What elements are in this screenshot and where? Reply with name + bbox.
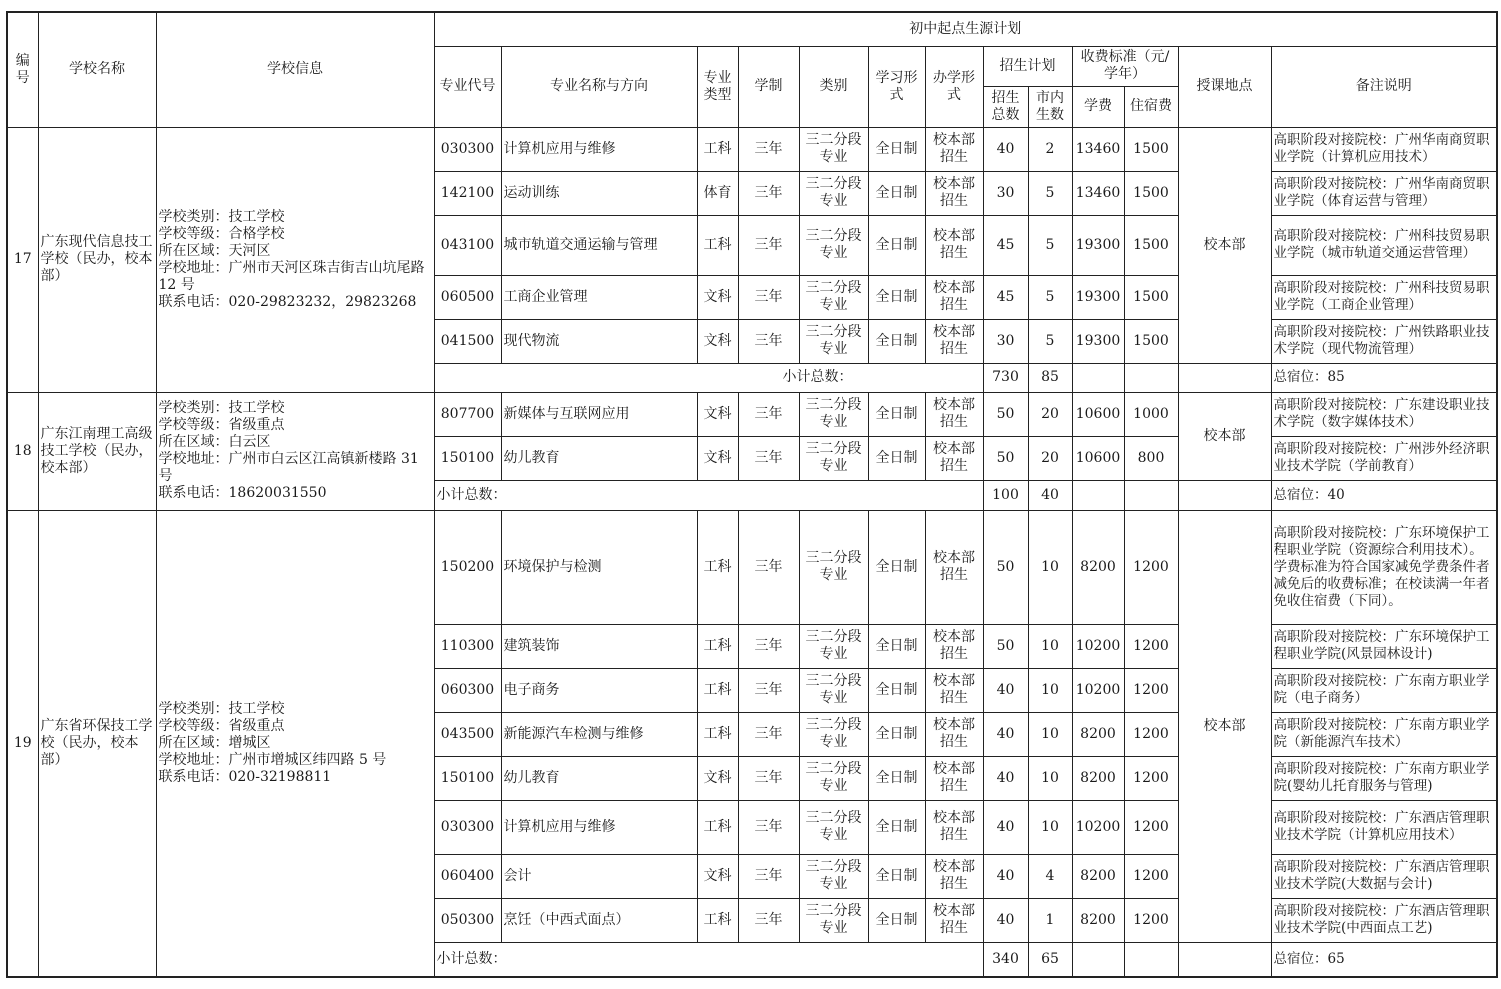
tuition-cell: 19300 (1072, 215, 1124, 275)
table-row (7, 127, 1497, 171)
header-study-form: 学习形式 (868, 46, 925, 127)
enroll-city-cell: 5 (1028, 319, 1072, 363)
remarks-cell: 高职阶段对接院校：广东酒店管理职业技术学院（计算机应用技术） (1271, 800, 1497, 854)
header-plan-title: 初中起点生源计划 (434, 12, 1497, 46)
tuition-cell: 19300 (1072, 275, 1124, 319)
remarks-cell: 高职阶段对接院校：广州科技贸易职业学院（工商企业管理） (1271, 275, 1497, 319)
subtotal-dorm-cell (1124, 363, 1178, 392)
dorm-fee-cell: 1500 (1124, 215, 1178, 275)
school-info-cell (156, 392, 434, 510)
subtotal-note-cell: 总宿位：65 (1271, 942, 1497, 977)
major-code-cell: 150100 (434, 756, 501, 800)
duration-cell: 三年 (738, 712, 799, 756)
dorm-fee-cell: 1500 (1124, 171, 1178, 215)
enroll-city-cell: 4 (1028, 854, 1072, 898)
duration-cell: 三年 (738, 275, 799, 319)
duration-cell: 三年 (738, 854, 799, 898)
category-cell: 三二分段专业 (799, 898, 868, 942)
header-no: 编号 (7, 12, 38, 127)
enroll-total-cell: 40 (983, 127, 1028, 171)
remarks-cell: 高职阶段对接院校：广东酒店管理职业技术学院(大数据与会计) (1271, 854, 1497, 898)
major-name-cell: 幼儿教育 (501, 756, 697, 800)
table-row (7, 510, 1497, 624)
subtotal-total-cell: 730 (983, 363, 1028, 392)
dorm-fee-cell: 1200 (1124, 800, 1178, 854)
major-code-cell: 150100 (434, 436, 501, 480)
school-info-cell (156, 127, 434, 392)
category-cell: 三二分段专业 (799, 624, 868, 668)
major-code-cell: 041500 (434, 319, 501, 363)
major-name-cell: 运动训练 (501, 171, 697, 215)
duration-cell: 三年 (738, 800, 799, 854)
enroll-total-cell: 45 (983, 275, 1028, 319)
enroll-city-cell: 10 (1028, 756, 1072, 800)
study-form-cell: 全日制 (868, 712, 925, 756)
school-info-line: 联系电话：18620031550 (158, 485, 327, 501)
remarks-cell: 高职阶段对接院校：广州华南商贸职业学院（计算机应用技术） (1271, 127, 1497, 171)
enroll-total-cell: 30 (983, 171, 1028, 215)
remarks-cell: 高职阶段对接院校：广州涉外经济职业技术学院（学前教育） (1271, 436, 1497, 480)
duration-cell: 三年 (738, 668, 799, 712)
major-code-cell: 043500 (434, 712, 501, 756)
category-cell: 三二分段专业 (799, 319, 868, 363)
enroll-total-cell: 50 (983, 510, 1028, 624)
run-form-cell: 校本部招生 (925, 171, 983, 215)
enroll-city-cell: 5 (1028, 171, 1072, 215)
enroll-total-cell: 50 (983, 392, 1028, 436)
school-info-line: 学校类别：技工学校 (158, 700, 285, 717)
tuition-cell: 13460 (1072, 127, 1124, 171)
major-name-cell: 工商企业管理 (501, 275, 697, 319)
subtotal-location-cell (1178, 480, 1271, 510)
major-code-cell: 110300 (434, 624, 501, 668)
table-row (7, 392, 1497, 436)
dorm-fee-cell: 1200 (1124, 668, 1178, 712)
run-form-cell: 校本部招生 (925, 510, 983, 624)
major-type-cell: 文科 (697, 854, 738, 898)
tuition-cell: 10200 (1072, 668, 1124, 712)
header-tuition: 学费 (1072, 86, 1124, 127)
remarks-cell: 高职阶段对接院校：广东建设职业技术学院（数字媒体技术） (1271, 392, 1497, 436)
duration-cell: 三年 (738, 510, 799, 624)
subtotal-location-cell (1178, 942, 1271, 977)
dorm-fee-cell: 1500 (1124, 319, 1178, 363)
header-location: 授课地点 (1178, 46, 1271, 127)
study-form-cell: 全日制 (868, 800, 925, 854)
study-form-cell: 全日制 (868, 854, 925, 898)
enroll-city-cell: 10 (1028, 712, 1072, 756)
study-form-cell: 全日制 (868, 171, 925, 215)
duration-cell: 三年 (738, 319, 799, 363)
subtotal-tuition-cell (1072, 942, 1124, 977)
subtotal-label: 小计总数： (434, 363, 983, 392)
tuition-cell: 19300 (1072, 319, 1124, 363)
header-remarks: 备注说明 (1271, 46, 1497, 127)
major-name-cell: 环境保护与检测 (501, 510, 697, 624)
category-cell: 三二分段专业 (799, 127, 868, 171)
subtotal-tuition-cell (1072, 480, 1124, 510)
header-fee-standard: 收费标准（元/学年） (1072, 46, 1178, 86)
tuition-cell: 10200 (1072, 800, 1124, 854)
school-name-cell: 广东现代信息技工学校（民办，校本部） (38, 127, 156, 392)
major-code-cell: 050300 (434, 898, 501, 942)
category-cell: 三二分段专业 (799, 392, 868, 436)
major-type-cell: 工科 (697, 127, 738, 171)
location-cell: 校本部 (1178, 392, 1271, 480)
major-code-cell: 030300 (434, 800, 501, 854)
enroll-total-cell: 50 (983, 624, 1028, 668)
major-code-cell: 030300 (434, 127, 501, 171)
school-info-line: 联系电话：020-29823232，29823268 (158, 293, 417, 310)
tuition-cell: 10600 (1072, 436, 1124, 480)
tuition-cell: 8200 (1072, 756, 1124, 800)
duration-cell: 三年 (738, 756, 799, 800)
enroll-total-cell: 45 (983, 215, 1028, 275)
school-info-line: 学校类别：技工学校 (158, 400, 285, 416)
study-form-cell: 全日制 (868, 668, 925, 712)
major-type-cell: 工科 (697, 215, 738, 275)
header-major-type: 专业类型 (697, 46, 738, 127)
remarks-cell: 高职阶段对接院校：广东环境保护工程职业学院（资源综合利用技术）。学费标准为符合国家减免学费条件者减免后的收费标准；在校读满一年者免收住宿费（下同）。 (1271, 510, 1497, 624)
run-form-cell: 校本部招生 (925, 756, 983, 800)
category-cell: 三二分段专业 (799, 510, 868, 624)
header-enroll-plan: 招生计划 (983, 46, 1072, 86)
major-code-cell: 060400 (434, 854, 501, 898)
major-type-cell: 文科 (697, 275, 738, 319)
remarks-cell: 高职阶段对接院校：广东酒店管理职业技术学院(中西面点工艺) (1271, 898, 1497, 942)
enroll-city-cell: 20 (1028, 436, 1072, 480)
study-form-cell: 全日制 (868, 898, 925, 942)
school-info-line: 学校等级：省级重点 (158, 417, 285, 433)
school-no-cell: 19 (7, 510, 38, 977)
tuition-cell: 13460 (1072, 171, 1124, 215)
category-cell: 三二分段专业 (799, 800, 868, 854)
subtotal-tuition-cell (1072, 363, 1124, 392)
subtotal-location-cell (1178, 363, 1271, 392)
major-code-cell: 060300 (434, 668, 501, 712)
school-info-line: 学校等级：合格学校 (158, 225, 285, 242)
enroll-total-cell: 40 (983, 668, 1028, 712)
run-form-cell: 校本部招生 (925, 898, 983, 942)
subtotal-dorm-cell (1124, 480, 1178, 510)
header-category: 类别 (799, 46, 868, 127)
school-info-line: 所在区域：天河区 (158, 242, 271, 259)
major-type-cell: 工科 (697, 510, 738, 624)
major-name-cell: 电子商务 (501, 668, 697, 712)
run-form-cell: 校本部招生 (925, 392, 983, 436)
subtotal-total-cell: 340 (983, 942, 1028, 977)
school-info-line: 学校类别：技工学校 (158, 208, 285, 225)
subtotal-total-cell: 100 (983, 480, 1028, 510)
major-name-cell: 计算机应用与维修 (501, 127, 697, 171)
enroll-total-cell: 50 (983, 436, 1028, 480)
major-name-cell: 城市轨道交通运输与管理 (501, 215, 697, 275)
header-enroll-city: 市内生数 (1028, 86, 1072, 127)
major-name-cell: 烹饪（中西式面点） (501, 898, 697, 942)
study-form-cell: 全日制 (868, 275, 925, 319)
enroll-total-cell: 40 (983, 898, 1028, 942)
major-name-cell: 现代物流 (501, 319, 697, 363)
category-cell: 三二分段专业 (799, 171, 868, 215)
school-info-line: 学校地址：广州市白云区江高镇新楼路 31 号 (158, 451, 419, 484)
enroll-city-cell: 10 (1028, 624, 1072, 668)
tuition-cell: 10200 (1072, 624, 1124, 668)
dorm-fee-cell: 1200 (1124, 854, 1178, 898)
duration-cell: 三年 (738, 898, 799, 942)
run-form-cell: 校本部招生 (925, 624, 983, 668)
dorm-fee-cell: 1200 (1124, 510, 1178, 624)
school-info-line: 学校地址：广州市天河区珠吉街吉山坑尾路 12 号 (158, 259, 425, 293)
major-name-cell: 建筑装饰 (501, 624, 697, 668)
major-type-cell: 工科 (697, 668, 738, 712)
school-info-line: 联系电话：020-32198811 (158, 768, 332, 785)
major-type-cell: 工科 (697, 624, 738, 668)
subtotal-city-cell: 85 (1028, 363, 1072, 392)
run-form-cell: 校本部招生 (925, 712, 983, 756)
major-name-cell: 计算机应用与维修 (501, 800, 697, 854)
remarks-cell: 高职阶段对接院校：广东南方职业学院（新能源汽车技术） (1271, 712, 1497, 756)
header-run-form: 办学形式 (925, 46, 983, 127)
run-form-cell: 校本部招生 (925, 319, 983, 363)
tuition-cell: 8200 (1072, 510, 1124, 624)
enroll-city-cell: 10 (1028, 800, 1072, 854)
study-form-cell: 全日制 (868, 392, 925, 436)
school-no-cell: 17 (7, 127, 38, 392)
school-no-cell: 18 (7, 392, 38, 510)
major-type-cell: 文科 (697, 319, 738, 363)
enroll-city-cell: 5 (1028, 215, 1072, 275)
major-name-cell: 新能源汽车检测与维修 (501, 712, 697, 756)
major-type-cell: 工科 (697, 712, 738, 756)
study-form-cell: 全日制 (868, 624, 925, 668)
study-form-cell: 全日制 (868, 436, 925, 480)
study-form-cell: 全日制 (868, 215, 925, 275)
category-cell: 三二分段专业 (799, 712, 868, 756)
study-form-cell: 全日制 (868, 319, 925, 363)
school-info-line: 学校等级：省级重点 (158, 717, 285, 734)
remarks-cell: 高职阶段对接院校：广东环境保护工程职业学院(风景园林设计) (1271, 624, 1497, 668)
study-form-cell: 全日制 (868, 510, 925, 624)
duration-cell: 三年 (738, 215, 799, 275)
subtotal-dorm-cell (1124, 942, 1178, 977)
remarks-cell: 高职阶段对接院校：广州铁路职业技术学院（现代物流管理） (1271, 319, 1497, 363)
dorm-fee-cell: 1500 (1124, 275, 1178, 319)
major-code-cell: 150200 (434, 510, 501, 624)
tuition-cell: 8200 (1072, 712, 1124, 756)
run-form-cell: 校本部招生 (925, 854, 983, 898)
school-info-line: 所在区域：白云区 (158, 434, 271, 450)
remarks-cell: 高职阶段对接院校：广东南方职业学院（电子商务） (1271, 668, 1497, 712)
major-type-cell: 工科 (697, 898, 738, 942)
major-code-cell: 060500 (434, 275, 501, 319)
enroll-total-cell: 40 (983, 800, 1028, 854)
header-school-info: 学校信息 (156, 12, 434, 127)
tuition-cell: 8200 (1072, 898, 1124, 942)
run-form-cell: 校本部招生 (925, 275, 983, 319)
school-name-cell: 广东省环保技工学校（民办，校本部） (38, 510, 156, 977)
header-major-code: 专业代号 (434, 46, 501, 127)
enroll-total-cell: 30 (983, 319, 1028, 363)
dorm-fee-cell: 1500 (1124, 127, 1178, 171)
subtotal-note-cell: 总宿位：85 (1271, 363, 1497, 392)
category-cell: 三二分段专业 (799, 668, 868, 712)
remarks-cell: 高职阶段对接院校：广东南方职业学院(婴幼儿托育服务与管理) (1271, 756, 1497, 800)
location-cell: 校本部 (1178, 510, 1271, 942)
major-type-cell: 体育 (697, 171, 738, 215)
enrollment-plan-table (6, 11, 1498, 978)
subtotal-note-cell: 总宿位：40 (1271, 480, 1497, 510)
dorm-fee-cell: 1200 (1124, 756, 1178, 800)
enroll-city-cell: 2 (1028, 127, 1072, 171)
enroll-city-cell: 5 (1028, 275, 1072, 319)
major-type-cell: 文科 (697, 436, 738, 480)
enroll-city-cell: 10 (1028, 510, 1072, 624)
duration-cell: 三年 (738, 624, 799, 668)
header-enroll-total: 招生总数 (983, 86, 1028, 127)
run-form-cell: 校本部招生 (925, 668, 983, 712)
duration-cell: 三年 (738, 436, 799, 480)
category-cell: 三二分段专业 (799, 215, 868, 275)
header-major-name: 专业名称与方向 (501, 46, 697, 127)
remarks-cell: 高职阶段对接院校：广州华南商贸职业学院（体育运营与管理） (1271, 171, 1497, 215)
school-info-line: 所在区域：增城区 (158, 734, 271, 751)
category-cell: 三二分段专业 (799, 275, 868, 319)
major-type-cell: 文科 (697, 392, 738, 436)
major-name-cell: 会计 (501, 854, 697, 898)
dorm-fee-cell: 1000 (1124, 392, 1178, 436)
study-form-cell: 全日制 (868, 756, 925, 800)
subtotal-label: 小计总数： (434, 480, 983, 510)
tuition-cell: 8200 (1072, 854, 1124, 898)
school-name-cell: 广东江南理工高级技工学校（民办，校本部） (38, 392, 156, 510)
tuition-cell: 10600 (1072, 392, 1124, 436)
table-header (7, 12, 1497, 127)
category-cell: 三二分段专业 (799, 854, 868, 898)
header-school-name: 学校名称 (38, 12, 156, 127)
major-type-cell: 文科 (697, 756, 738, 800)
run-form-cell: 校本部招生 (925, 436, 983, 480)
enroll-total-cell: 40 (983, 756, 1028, 800)
remarks-cell: 高职阶段对接院校：广州科技贸易职业学院（城市轨道交通运营管理） (1271, 215, 1497, 275)
major-code-cell: 807700 (434, 392, 501, 436)
enroll-city-cell: 1 (1028, 898, 1072, 942)
header-dorm-fee: 住宿费 (1124, 86, 1178, 127)
major-name-cell: 幼儿教育 (501, 436, 697, 480)
enroll-total-cell: 40 (983, 712, 1028, 756)
enroll-city-cell: 20 (1028, 392, 1072, 436)
subtotal-label: 小计总数： (434, 942, 983, 977)
major-name-cell: 新媒体与互联网应用 (501, 392, 697, 436)
major-code-cell: 142100 (434, 171, 501, 215)
study-form-cell: 全日制 (868, 127, 925, 171)
enroll-total-cell: 40 (983, 854, 1028, 898)
dorm-fee-cell: 800 (1124, 436, 1178, 480)
major-type-cell: 工科 (697, 800, 738, 854)
dorm-fee-cell: 1200 (1124, 712, 1178, 756)
enroll-city-cell: 10 (1028, 668, 1072, 712)
dorm-fee-cell: 1200 (1124, 624, 1178, 668)
location-cell: 校本部 (1178, 127, 1271, 363)
duration-cell: 三年 (738, 171, 799, 215)
run-form-cell: 校本部招生 (925, 800, 983, 854)
subtotal-city-cell: 65 (1028, 942, 1072, 977)
major-code-cell: 043100 (434, 215, 501, 275)
dorm-fee-cell: 1200 (1124, 898, 1178, 942)
school-info-cell (156, 510, 434, 977)
school-info-line: 学校地址：广州市增城区纬四路 5 号 (158, 751, 387, 768)
duration-cell: 三年 (738, 127, 799, 171)
category-cell: 三二分段专业 (799, 436, 868, 480)
subtotal-city-cell: 40 (1028, 480, 1072, 510)
duration-cell: 三年 (738, 392, 799, 436)
header-duration: 学制 (738, 46, 799, 127)
category-cell: 三二分段专业 (799, 756, 868, 800)
table-body (7, 127, 1497, 977)
run-form-cell: 校本部招生 (925, 127, 983, 171)
run-form-cell: 校本部招生 (925, 215, 983, 275)
